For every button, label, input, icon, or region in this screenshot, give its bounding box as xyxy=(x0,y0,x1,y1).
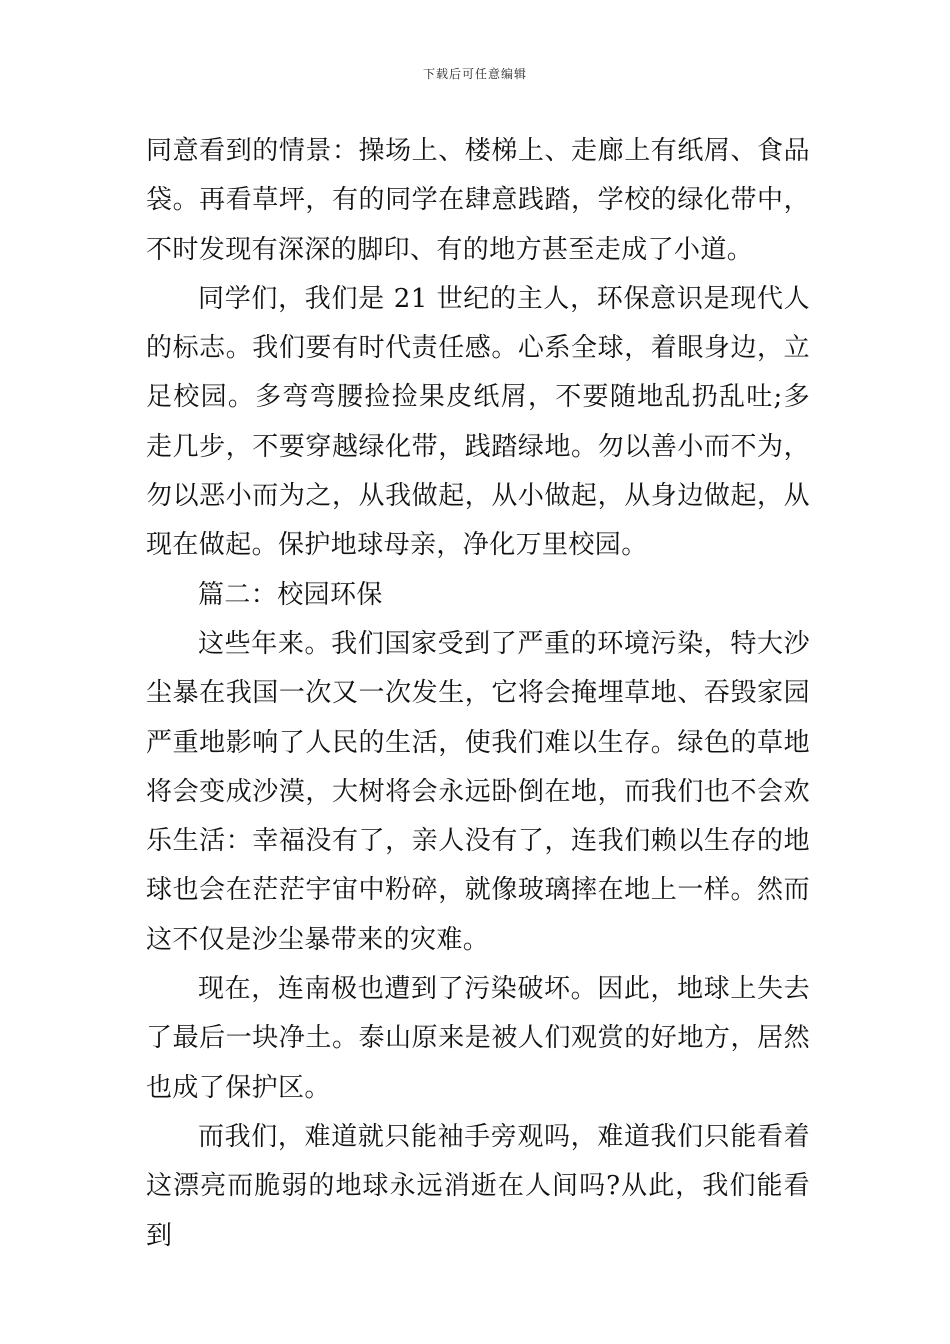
section-heading: 篇二：校园环保 xyxy=(198,579,383,610)
paragraph-5: 而我们，难道就只能袖手旁观吗，难道我们只能看着这漂亮而脆弱的地球永远消逝在人间吗?从此，我们能看到 xyxy=(146,1121,810,1251)
page-header-note: 下载后可任意编辑 xyxy=(422,67,527,81)
document-body xyxy=(146,127,810,1261)
paragraph-1: 同意看到的情景：操场上、楼梯上、走廊上有纸屑、食品袋。再看草坪，有的同学在肆意践踏，学校的绿化带中，不时发现有深深的脚印、有的地方甚至走成了小道。 xyxy=(146,136,810,265)
paragraph-3: 这些年来。我们国家受到了严重的环境污染，特大沙尘暴在我国一次又一次发生，它将会掩埋草地、吞毁家园严重地影响了人民的生活，使我们难以生存。绿色的草地将会变成沙漠，大树将会永远卧倒在地，而我们也不会欢乐生活：幸福没有了，亲人没有了，连我们赖以生存的地球也会在茫茫宇宙中粉碎，就像玻璃摔在地上一样。然而这不仅是沙尘暴带来的灾难。 xyxy=(146,628,810,955)
paragraph-2: 同学们，我们是 21 世纪的主人，环保意识是现代人的标志。我们要有时代责任感。心系全球，着眼身边，立足校园。多弯弯腰捡捡果皮纸屑，不要随地乱扔乱吐;多走几步，不要穿越绿化带，践踏绿地。勿以善小而不为，勿以恶小而为之，从我做起，从小做起，从身边做起，从现在做起。保护地球母亲，净化万里校园。 xyxy=(146,283,810,561)
paragraph-4: 现在，连南极也遭到了污染破坏。因此，地球上失去了最后一块净土。泰山原来是被人们观赏的好地方，居然也成了保护区。 xyxy=(146,974,810,1103)
